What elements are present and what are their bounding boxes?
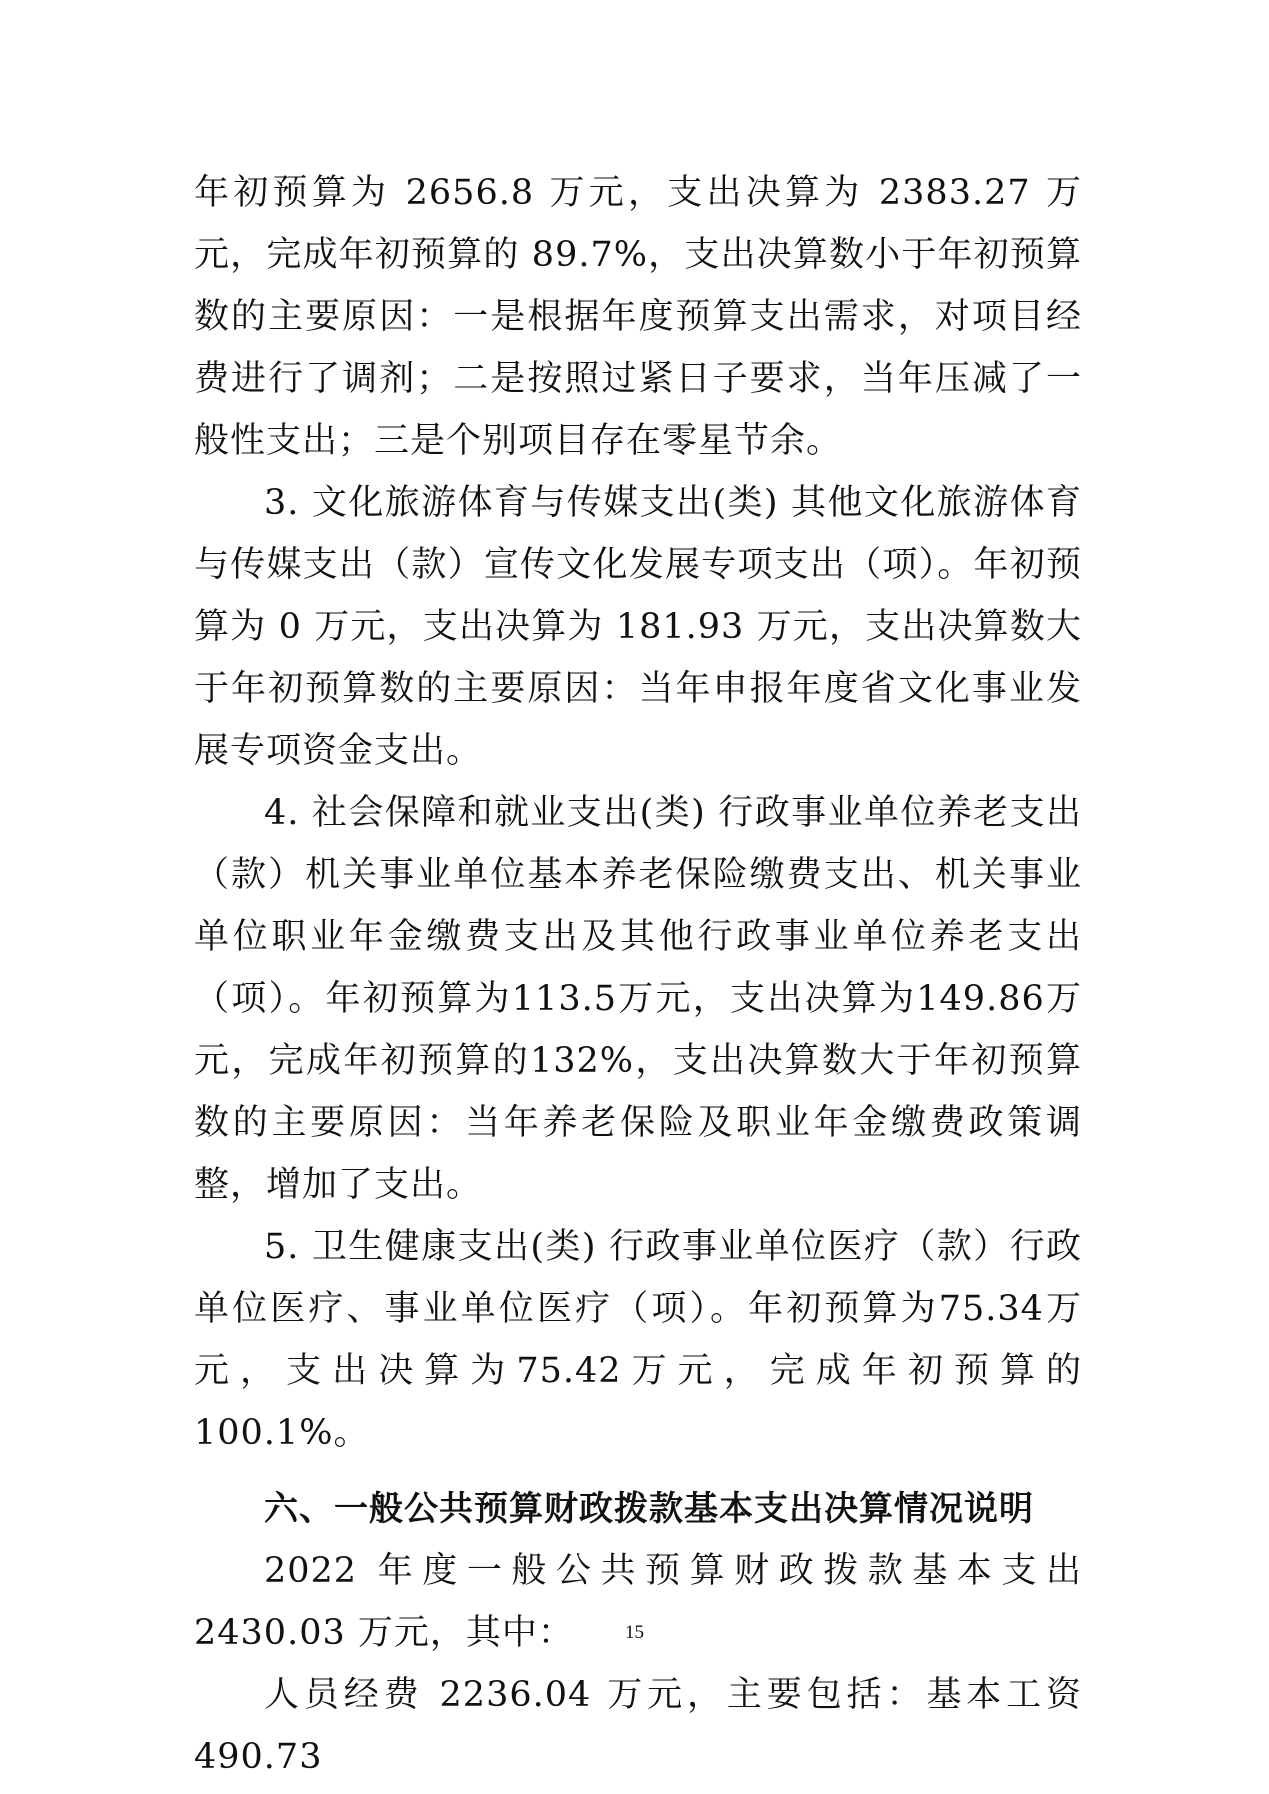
section-heading: 六、一般公共预算财政拨款基本支出决算情况说明 xyxy=(264,1489,1034,1529)
paragraph-personnel-expenses: 人员经费 2236.04 万元，主要包括：基本工资 490.73 xyxy=(194,1675,1082,1777)
paragraph-social-security: 4. 社会保障和就业支出(类) 行政事业单位养老支出（款）机关事业单位基本养老保险缴费支出、机关事业单位职业年金缴费支出及其他行政事业单位养老支出（项）。年初预算为113.5万元，支出决算为149.86万元，完成年初预算的132%，支出决算数大于年初预算数的主要原因：当年养老保险及职业年金缴费政策调整，增加了支出。 xyxy=(194,793,1082,1205)
page-number: 15 xyxy=(625,1622,644,1643)
paragraph-budget-summary: 年初预算为 2656.8 万元，支出决算为 2383.27 万元，完成年初预算的 89.7%，支出决算数小于年初预算数的主要原因：一是根据年度预算支出需求，对项目经费进行了调剂；二是按照过紧日子要求，当年压减了一般性支出；三是个别项目存在零星节余。 xyxy=(194,173,1082,461)
paragraph-basic-expenditure: 2022 年度一般公共预算财政拨款基本支出 2430.03 万元，其中： xyxy=(194,1551,1082,1653)
page-body xyxy=(194,162,1082,1788)
paragraph-culture-tourism: 3. 文化旅游体育与传媒支出(类) 其他文化旅游体育与传媒支出（款）宣传文化发展专项支出（项）。年初预算为 0 万元，支出决算为 181.93 万元，支出决算数大于年初预算数的主要原因：当年申报年度省文化事业发展专项资金支出。 xyxy=(194,483,1082,771)
paragraph-health: 5. 卫生健康支出(类) 行政事业单位医疗（款）行政单位医疗、事业单位医疗（项）。年初预算为75.34万元，支出决算为75.42万元，完成年初预算的100.1%。 xyxy=(194,1227,1082,1453)
